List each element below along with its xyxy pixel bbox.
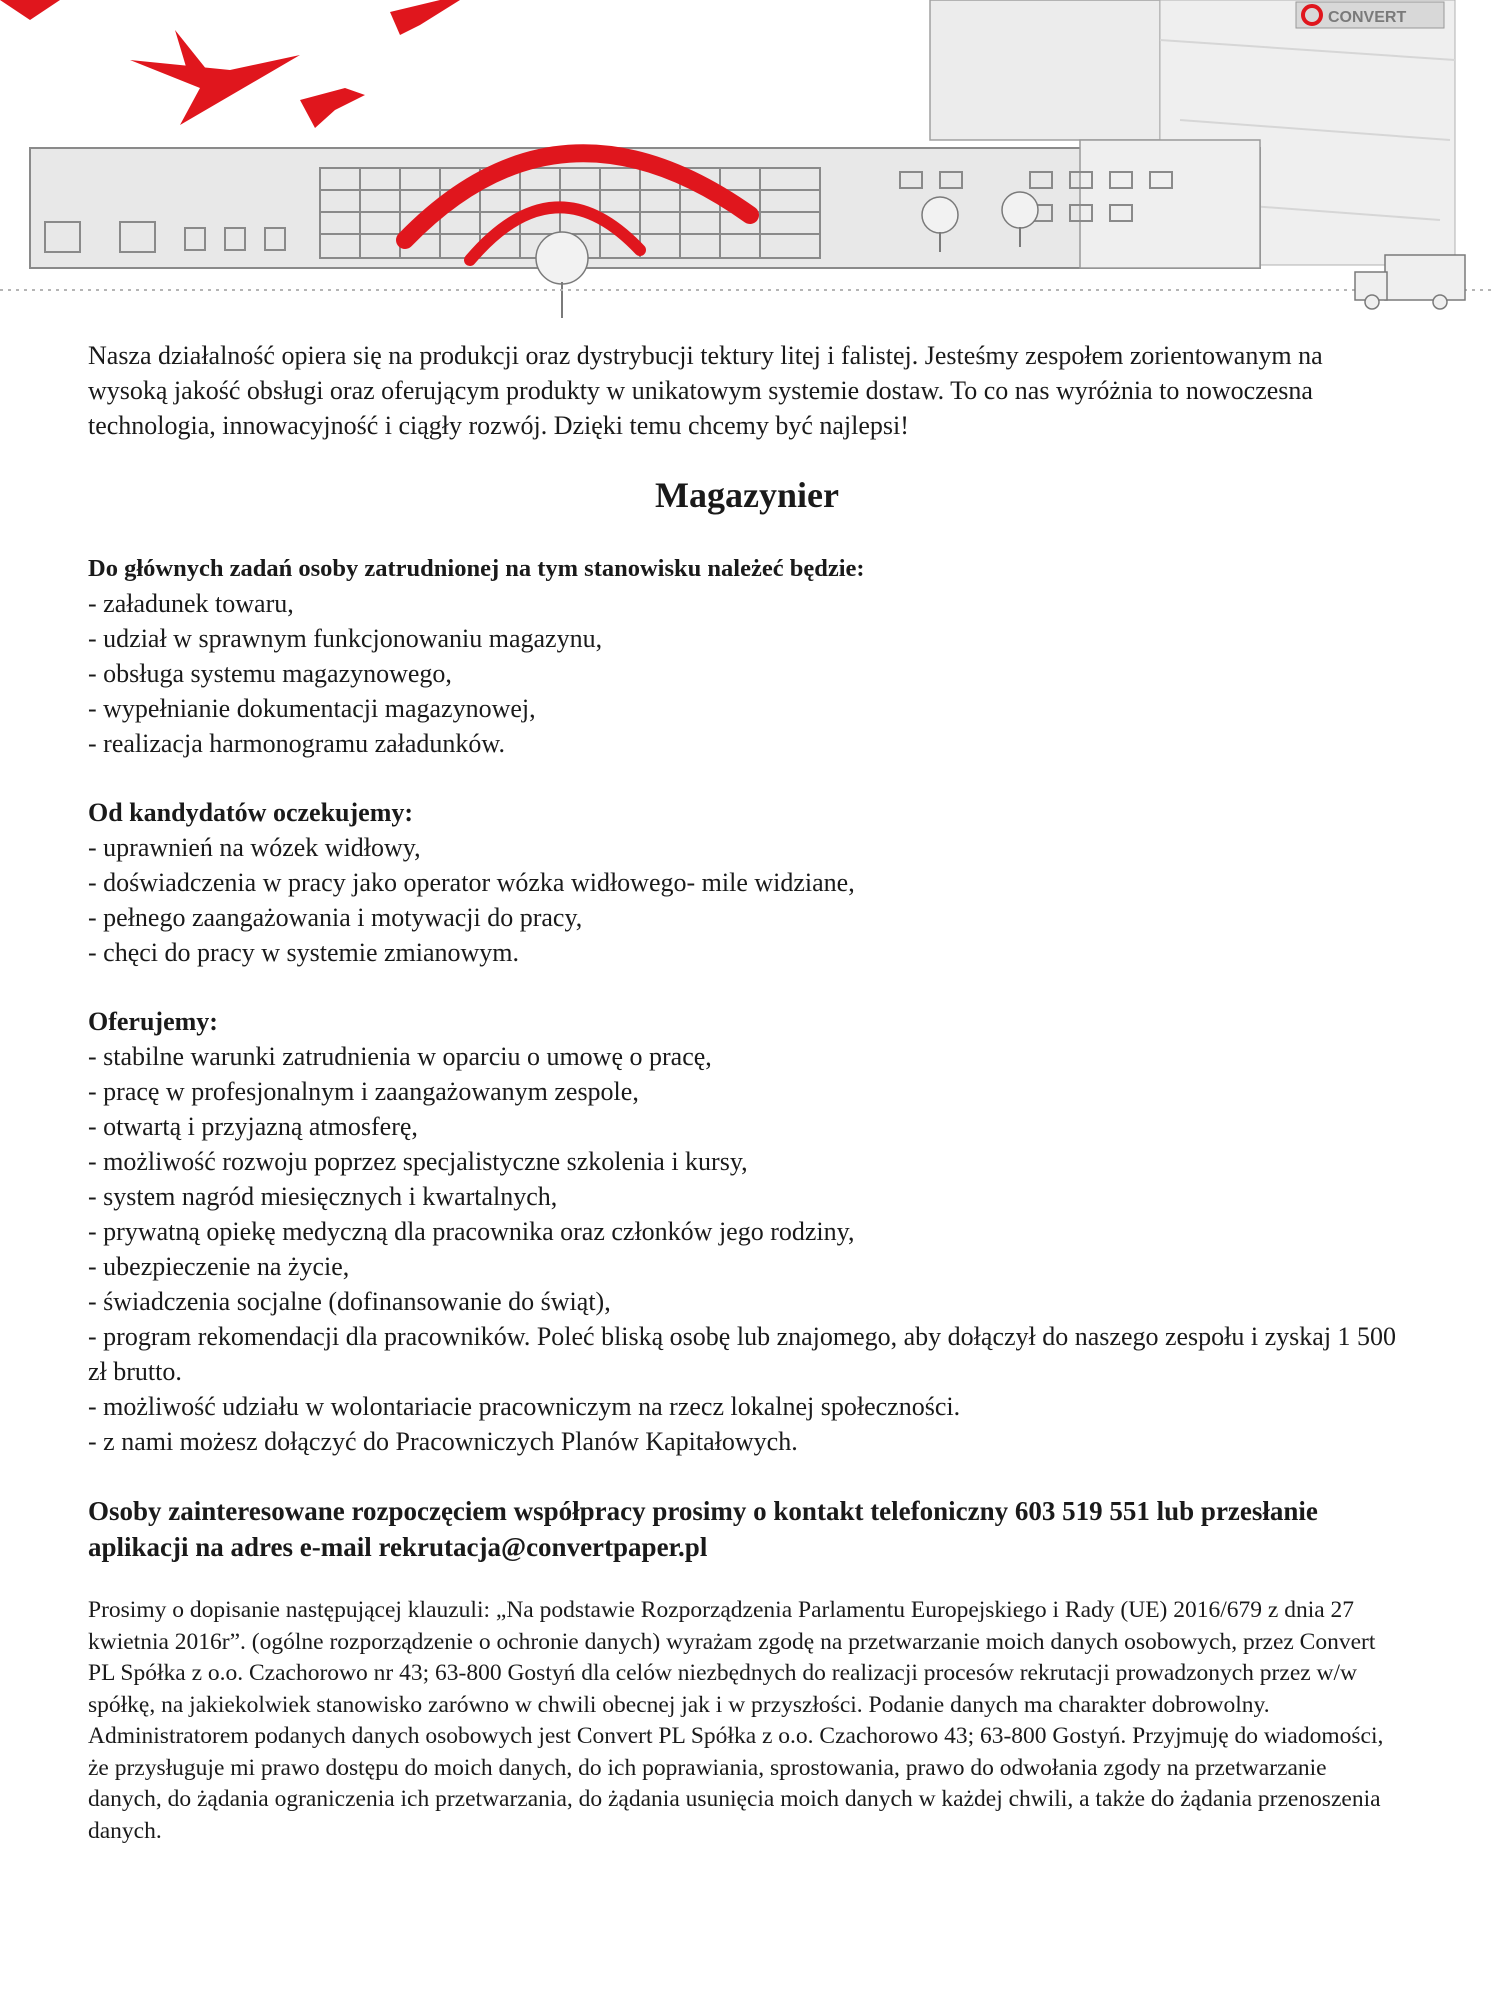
job-offer-content (88, 338, 1406, 1847)
offer-section (88, 1004, 1406, 1459)
list-item: - prywatną opiekę medyczną dla pracownika oraz członków jego rodziny, (88, 1217, 855, 1246)
list-item: - uprawnień na wózek widłowy, (88, 833, 421, 862)
list-item: - pełnego zaangażowania i motywacji do pracy, (88, 903, 583, 932)
requirements-list (88, 830, 1406, 970)
list-item: - doświadczenia w pracy jako operator wózka widłowego- mile widziane, (88, 868, 855, 897)
header-banner (0, 0, 1491, 320)
list-item: - stabilne warunki zatrudnienia w oparciu o umowę o pracę, (88, 1042, 712, 1071)
list-item: - chęci do pracy w systemie zmianowym. (88, 938, 520, 967)
list-item: - z nami możesz dołączyć do Pracowniczych Planów Kapitałowych. (88, 1427, 798, 1456)
duties-heading: Do głównych zadań osoby zatrudnionej na tym stanowisku należeć będzie: (88, 555, 865, 582)
list-item: - ubezpieczenie na życie, (88, 1252, 350, 1281)
gdpr-clause: Prosimy o dopisanie następującej klauzuli: „Na podstawie Rozporządzenia Parlamentu Europejskiego i Rady (UE) 2016/679 z dnia 27 kwietnia 2016r”. (ogólne rozporządzenie o ochronie danych) wyrażam zgodę na przetwarzanie moich danych osobowych, przez Convert PL Spółka z o.o. Czachorowo nr 43; 63-800 Gostyń dla celów niezbędnych do realizacji procesów rekrutacji prowadzonych przez w/w spółkę, na jakiekolwiek stanowisko zarówno w chwili obecnej jak i w przyszłości. Podanie danych ma charakter dobrowolny. Administratorem podanych danych osobowych jest Convert PL Spółka z o.o. Czachorowo 43; 63-800 Gostyń. Przyjmuję do wiadomości, że przysługuje mi prawo dostępu do moich danych, do ich poprawiania, sprostowania, prawo do odwołania zgody na przetwarzanie danych, do żądania ograniczenia ich przetwarzania, do żądania usunięcia moich danych w każdej chwili, a także do żądania przenoszenia danych. (88, 1597, 1384, 1844)
list-item: - możliwość udziału w wolontariacie pracowniczym na rzecz lokalnej społeczności. (88, 1392, 961, 1421)
job-title: Magazynier (655, 475, 839, 515)
company-intro: Nasza działalność opiera się na produkcji oraz dystrybucji tektury litej i falistej. Jesteśmy zespołem zorientowanym na wysoką jakość obsługi oraz oferującym produkty w unikatowym systemie dostaw. To co nas wyróżnia to nowoczesna technologia, innowacyjność i ciągły rozwój. Dzięki temu chcemy być najlepsi! (88, 341, 1323, 440)
requirements-section (88, 795, 1406, 970)
list-item: - wypełnianie dokumentacji magazynowej, (88, 694, 536, 723)
list-item: - system nagród miesięcznych i kwartalnych, (88, 1182, 558, 1211)
list-item: - załadunek towaru, (88, 589, 294, 618)
list-item: - świadczenia socjalne (dofinansowanie do świąt), (88, 1287, 611, 1316)
list-item: - udział w sprawnym funkcjonowaniu magazynu, (88, 624, 603, 653)
duties-list (88, 586, 1406, 761)
list-item: - program rekomendacji dla pracowników. Poleć bliską osobę lub znajomego, aby dołączył do naszego zespołu i zyskaj 1 500 zł brutto. (88, 1322, 1397, 1386)
list-item: - otwartą i przyjazną atmosferę, (88, 1112, 418, 1141)
duties-section (88, 551, 1406, 761)
list-item: - możliwość rozwoju poprzez specjalistyczne szkolenia i kursy, (88, 1147, 748, 1176)
offer-heading: Oferujemy: (88, 1007, 218, 1036)
list-item: - realizacja harmonogramu załadunków. (88, 729, 506, 758)
banner-illustration (0, 0, 1491, 320)
list-item: - obsługa systemu magazynowego, (88, 659, 452, 688)
requirements-heading: Od kandydatów oczekujemy: (88, 798, 414, 827)
list-item: - pracę w profesjonalnym i zaangażowanym zespole, (88, 1077, 639, 1106)
company-logo (1296, 2, 1444, 28)
contact-info: Osoby zainteresowane rozpoczęciem współpracy prosimy o kontakt telefoniczny 603 519 551 lub przesłanie aplikacji na adres e-mail rekrutacja@convertpaper.pl (88, 1496, 1318, 1562)
offer-list (88, 1039, 1406, 1459)
svg-text:CONVERT: CONVERT (1328, 9, 1407, 26)
